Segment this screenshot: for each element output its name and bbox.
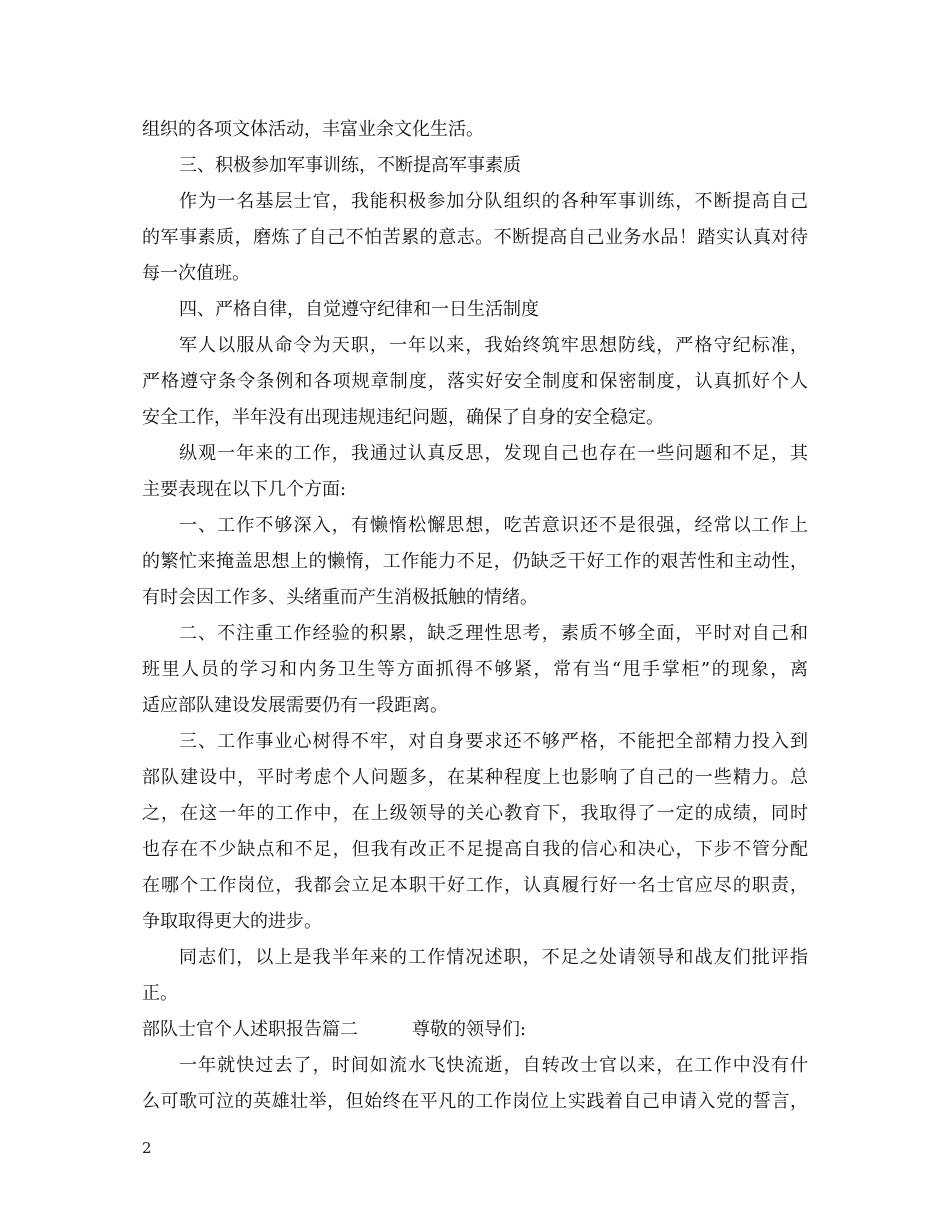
text-line: 军人以服从命令为天职，一年以来，我始终筑牢思想防线，严格守纪标准， bbox=[179, 335, 808, 356]
text-line: 纵观一年来的工作，我通过认真反思，发现自己也存在一些问题和不足，其 bbox=[179, 443, 808, 464]
text-line: 一、工作不够深入，有懒惰松懈思想，吃苦意识还不是很强，经常以工作上 bbox=[179, 515, 808, 536]
text-line: 一年就快过去了，时间如流水飞快流逝，自转改士官以来，在工作中没有什 bbox=[179, 1055, 808, 1076]
text-line: 三、工作事业心树得不牢，对自身要求还不够严格，不能把全部精力投入到 bbox=[179, 731, 808, 752]
section-title-line bbox=[142, 1012, 808, 1048]
text-line: 严格遵守条令条例和各项规章制度，落实好安全制度和保密制度，认真抓好个人 bbox=[142, 371, 808, 392]
page-number: 2 bbox=[142, 1139, 152, 1157]
text-line: 适应部队建设发展需要仍有一段距离。 bbox=[142, 695, 448, 716]
text-line: 班里人员的学习和内务卫生等方面抓得不够紧，常有当“甩手掌柜”的现象，离 bbox=[142, 659, 808, 680]
text-line: 争取取得更大的进步。 bbox=[142, 911, 322, 932]
text-line: 的繁忙来掩盖思想上的懒惰，工作能力不足，仍缺乏干好工作的艰苦性和主动性， bbox=[142, 551, 808, 572]
text-line: 的军事素质，磨炼了自己不怕苦累的意志。不断提高自己业务水品！踏实认真对待 bbox=[142, 227, 808, 248]
text-line: 同志们，以上是我半年来的工作情况述职，不足之处请领导和战友们批评指 bbox=[179, 947, 808, 968]
text-line: 在哪个工作岗位，我都会立足本职干好工作，认真履行好一名士官应尽的职责， bbox=[142, 875, 808, 896]
text-line: 二、不注重工作经验的积累，缺乏理性思考，素质不够全面，平时对自己和 bbox=[179, 623, 808, 644]
text-line: 之，在这一年的工作中，在上级领导的关心教育下，我取得了一定的成绩，同时 bbox=[142, 803, 808, 824]
section-heading: 四、严格自律，自觉遵守纪律和一日生活制度 bbox=[179, 299, 539, 320]
section-title: 部队士官个人述职报告篇二 bbox=[142, 1019, 358, 1040]
text-line: 么可歌可泣的英雄壮举，但始终在平凡的工作岗位上实践着自己申请入党的誓言， bbox=[142, 1091, 808, 1112]
text-line: 部队建设中，平时考虑个人问题多，在某种程度上也影响了自己的一些精力。总 bbox=[142, 767, 808, 788]
text-line: 安全工作，半年没有出现违规违纪问题，确保了自身的安全稳定。 bbox=[142, 407, 664, 428]
text-line: 也存在不少缺点和不足，但我有改正不足提高自我的信心和决心，下步不管分配 bbox=[142, 839, 808, 860]
document-body bbox=[142, 112, 808, 1120]
text-line: 作为一名基层士官，我能积极参加分队组织的各种军事训练，不断提高自己 bbox=[179, 191, 808, 212]
text-line: 正。 bbox=[142, 983, 178, 1004]
salutation: 尊敬的领导们: bbox=[412, 1019, 527, 1040]
text-line: 有时会因工作多、头绪重而产生消极抵触的情绪。 bbox=[142, 587, 538, 608]
section-heading: 三、积极参加军事训练，不断提高军事素质 bbox=[179, 155, 521, 176]
text-line: 组织的各项文体活动，丰富业余文化生活。 bbox=[142, 119, 484, 140]
text-line: 每一次值班。 bbox=[142, 263, 250, 284]
text-line: 主要表现在以下几个方面: bbox=[142, 479, 347, 500]
